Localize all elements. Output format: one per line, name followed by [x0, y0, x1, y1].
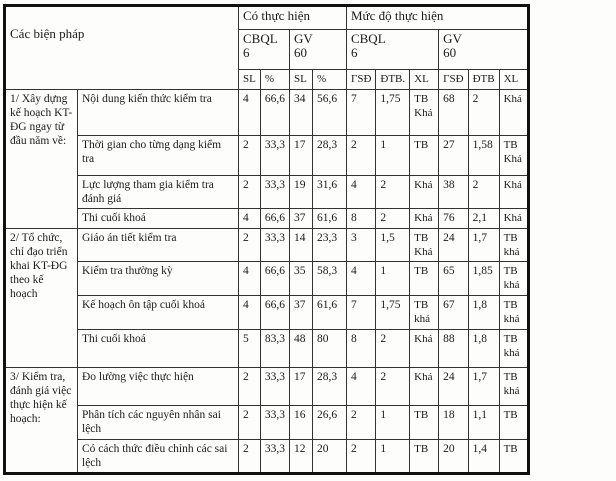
measure-item: Phân tích các nguyên nhân sai lệch	[78, 406, 239, 440]
col-gv-tsd: ΓSĐ	[439, 70, 468, 90]
gv-tsd-cell: 27	[439, 136, 468, 176]
gv-sl-cell: 19	[289, 176, 312, 209]
gv-dtb-cell: 2,1	[468, 209, 499, 229]
cbql-pct-cell: 33,3	[260, 229, 289, 262]
gv-pct-cell: 58,3	[312, 262, 346, 296]
gv-pct-cell: 20	[312, 440, 346, 474]
cbql-xl-cell: TB Khá	[410, 90, 439, 136]
gv-tsd-cell: 67	[439, 296, 468, 330]
cbql-tsd-cell: 2	[346, 440, 375, 474]
cbql-pct-cell: 66,6	[260, 262, 289, 296]
gv-dtb-cell: 1,7	[468, 229, 499, 262]
cbql-sl-cell: 2	[239, 440, 261, 474]
level-gv-header: GV 60	[439, 30, 528, 70]
cbql-pct-cell: 33,3	[260, 406, 289, 440]
gv-sl-cell: 37	[289, 296, 312, 330]
measures-header: Các biện pháp	[5, 6, 239, 90]
cbql-tsd-cell: 8	[346, 330, 375, 368]
col-cbql-sl: SL	[239, 70, 261, 90]
gv-xl-cell: TB khá	[499, 262, 528, 296]
gv-pct-cell: 31,6	[312, 176, 346, 209]
implemented-gv-header: GV 60	[289, 30, 346, 70]
cbql-dtb-cell: 1	[376, 406, 410, 440]
cbql-tsd-cell: 7	[346, 90, 375, 136]
cbql-tsd-cell: 4	[346, 262, 375, 296]
cbql-tsd-cell: 4	[346, 176, 375, 209]
implemented-header: Có thực hiện	[239, 6, 347, 30]
gv-pct-cell: 26,6	[312, 406, 346, 440]
gv-sl-cell: 12	[289, 440, 312, 474]
gv-pct-cell: 28,3	[312, 368, 346, 406]
gv-dtb-cell: 1,4	[468, 440, 499, 474]
col-cbql-tsd: ΓSĐ	[346, 70, 375, 90]
gv-pct-cell: 61,6	[312, 296, 346, 330]
gv-sl-cell: 14	[289, 229, 312, 262]
gv-xl-cell: TB khá	[499, 330, 528, 368]
cbql-sl-cell: 2	[239, 229, 261, 262]
level-cbql-header: CBQL 6	[346, 30, 438, 70]
cbql-sl-cell: 4	[239, 90, 261, 136]
gv-xl-cell: TB	[499, 440, 528, 474]
gv-tsd-cell: 18	[439, 406, 468, 440]
cbql-pct-cell: 66,6	[260, 209, 289, 229]
table-row	[5, 406, 529, 440]
cbql-xl-cell: Khá	[410, 368, 439, 406]
gv-xl-cell: TB Khá	[499, 136, 528, 176]
cbql-dtb-cell: 2	[376, 330, 410, 368]
assessment-measures-table	[3, 4, 530, 475]
table-row	[5, 368, 529, 406]
cbql-dtb-cell: 1,75	[376, 90, 410, 136]
table-row	[5, 229, 529, 262]
cbql-sl-cell: 2	[239, 406, 261, 440]
gv-tsd-cell: 38	[439, 176, 468, 209]
gv-dtb-cell: 1,7	[468, 368, 499, 406]
measure-item: Nội dung kiến thức kiểm tra	[78, 90, 239, 136]
cbql-tsd-cell: 3	[346, 229, 375, 262]
gv-sl-cell: 37	[289, 209, 312, 229]
gv-xl-cell: Khá	[499, 176, 528, 209]
cbql-tsd-cell: 7	[346, 296, 375, 330]
gv-sl-cell: 16	[289, 406, 312, 440]
cbql-tsd-cell: 2	[346, 406, 375, 440]
cbql-dtb-cell: 1,75	[376, 296, 410, 330]
gv-xl-cell: Khá	[499, 209, 528, 229]
cbql-sl-cell: 5	[239, 330, 261, 368]
cbql-xl-cell: Khá	[410, 176, 439, 209]
cbql-sl-cell: 4	[239, 209, 261, 229]
gv-tsd-cell: 24	[439, 368, 468, 406]
col-gv-pct: %	[312, 70, 346, 90]
cbql-xl-cell: TB	[410, 440, 439, 474]
gv-dtb-cell: 1,8	[468, 330, 499, 368]
cbql-sl-cell: 2	[239, 136, 261, 176]
gv-xl-cell: TB khá	[499, 229, 528, 262]
col-gv-dtb: ĐTB	[468, 70, 499, 90]
table-row	[5, 176, 529, 209]
gv-dtb-cell: 1,8	[468, 296, 499, 330]
cbql-xl-cell: TB Khá	[410, 229, 439, 262]
col-cbql-xl: XL	[410, 70, 439, 90]
group-label: 2/ Tổ chức, chỉ đạo triển khai KT-ĐG theo kế hoạch	[5, 229, 78, 368]
cbql-pct-cell: 66,6	[260, 296, 289, 330]
cbql-sl-cell: 2	[239, 368, 261, 406]
gv-sl-cell: 17	[289, 368, 312, 406]
implemented-cbql-header: CBQL 6	[239, 30, 290, 70]
measure-item: Thi cuối khoá	[78, 209, 239, 229]
cbql-dtb-cell: 1	[376, 440, 410, 474]
measure-item: Kiểm tra thường kỳ	[78, 262, 239, 296]
gv-sl-cell: 17	[289, 136, 312, 176]
gv-xl-cell: TB khá	[499, 368, 528, 406]
measure-item: Lực lượng tham gia kiểm tra đánh giá	[78, 176, 239, 209]
table-row	[5, 296, 529, 330]
table-row	[5, 136, 529, 176]
cbql-pct-cell: 66,6	[260, 90, 289, 136]
gv-tsd-cell: 68	[439, 90, 468, 136]
gv-dtb-cell: 2	[468, 176, 499, 209]
cbql-pct-cell: 33,3	[260, 176, 289, 209]
col-cbql-dtb: ĐTB.	[376, 70, 410, 90]
measure-item: Đo lường việc thực hiện	[78, 368, 239, 406]
cbql-sl-cell: 4	[239, 262, 261, 296]
table-row	[5, 262, 529, 296]
cbql-pct-cell: 33,3	[260, 368, 289, 406]
gv-pct-cell: 28,3	[312, 136, 346, 176]
cbql-pct-cell: 33,3	[260, 136, 289, 176]
cbql-sl-cell: 2	[239, 176, 261, 209]
table-row	[5, 440, 529, 474]
cbql-dtb-cell: 1	[376, 262, 410, 296]
measure-item: Kế hoạch ôn tập cuối khoá	[78, 296, 239, 330]
cbql-dtb-cell: 2	[376, 176, 410, 209]
gv-sl-cell: 34	[289, 90, 312, 136]
table-row	[5, 209, 529, 229]
cbql-dtb-cell: 2	[376, 209, 410, 229]
gv-sl-cell: 48	[289, 330, 312, 368]
gv-tsd-cell: 65	[439, 262, 468, 296]
implementation-level-header: Mức độ thực hiện	[346, 6, 528, 30]
group-label: 3/ Kiểm tra, đánh giá việc thực hiện kế hoạch:	[5, 368, 78, 474]
gv-pct-cell: 56,6	[312, 90, 346, 136]
col-cbql-pct: %	[260, 70, 289, 90]
cbql-dtb-cell: 2	[376, 368, 410, 406]
measure-item: Thời gian cho từng dạng kiểm tra	[78, 136, 239, 176]
cbql-pct-cell: 83,3	[260, 330, 289, 368]
gv-tsd-cell: 20	[439, 440, 468, 474]
gv-pct-cell: 23,3	[312, 229, 346, 262]
cbql-xl-cell: Khá	[410, 330, 439, 368]
table-row	[5, 330, 529, 368]
cbql-xl-cell: TB	[410, 406, 439, 440]
table-row	[5, 90, 529, 136]
cbql-dtb-cell: 1,5	[376, 229, 410, 262]
cbql-xl-cell: TB khá	[410, 296, 439, 330]
gv-tsd-cell: 76	[439, 209, 468, 229]
gv-xl-cell: TB	[499, 406, 528, 440]
gv-dtb-cell: 1,58	[468, 136, 499, 176]
cbql-xl-cell: TB	[410, 136, 439, 176]
gv-dtb-cell: 1,85	[468, 262, 499, 296]
gv-dtb-cell: 1,1	[468, 406, 499, 440]
gv-xl-cell: Khá	[499, 90, 528, 136]
gv-pct-cell: 61,6	[312, 209, 346, 229]
cbql-dtb-cell: 1	[376, 136, 410, 176]
table-body	[5, 90, 529, 474]
cbql-tsd-cell: 8	[346, 209, 375, 229]
gv-sl-cell: 35	[289, 262, 312, 296]
cbql-tsd-cell: 4	[346, 368, 375, 406]
col-gv-sl: SL	[289, 70, 312, 90]
cbql-xl-cell: Khá	[410, 209, 439, 229]
gv-tsd-cell: 24	[439, 229, 468, 262]
col-gv-xl: XL	[499, 70, 528, 90]
measure-item: Thi cuối khoá	[78, 330, 239, 368]
measure-item: Giáo án tiết kiểm tra	[78, 229, 239, 262]
group-label: 1/ Xây dựng kế hoạch KT-ĐG ngay từ đầu năm về:	[5, 90, 78, 229]
gv-dtb-cell: 2	[468, 90, 499, 136]
gv-xl-cell: TB khá	[499, 296, 528, 330]
gv-tsd-cell: 88	[439, 330, 468, 368]
gv-pct-cell: 80	[312, 330, 346, 368]
cbql-pct-cell: 33,3	[260, 440, 289, 474]
cbql-tsd-cell: 2	[346, 136, 375, 176]
cbql-xl-cell: TB	[410, 262, 439, 296]
measure-item: Có cách thức điều chỉnh các sai lệch	[78, 440, 239, 474]
cbql-sl-cell: 4	[239, 296, 261, 330]
